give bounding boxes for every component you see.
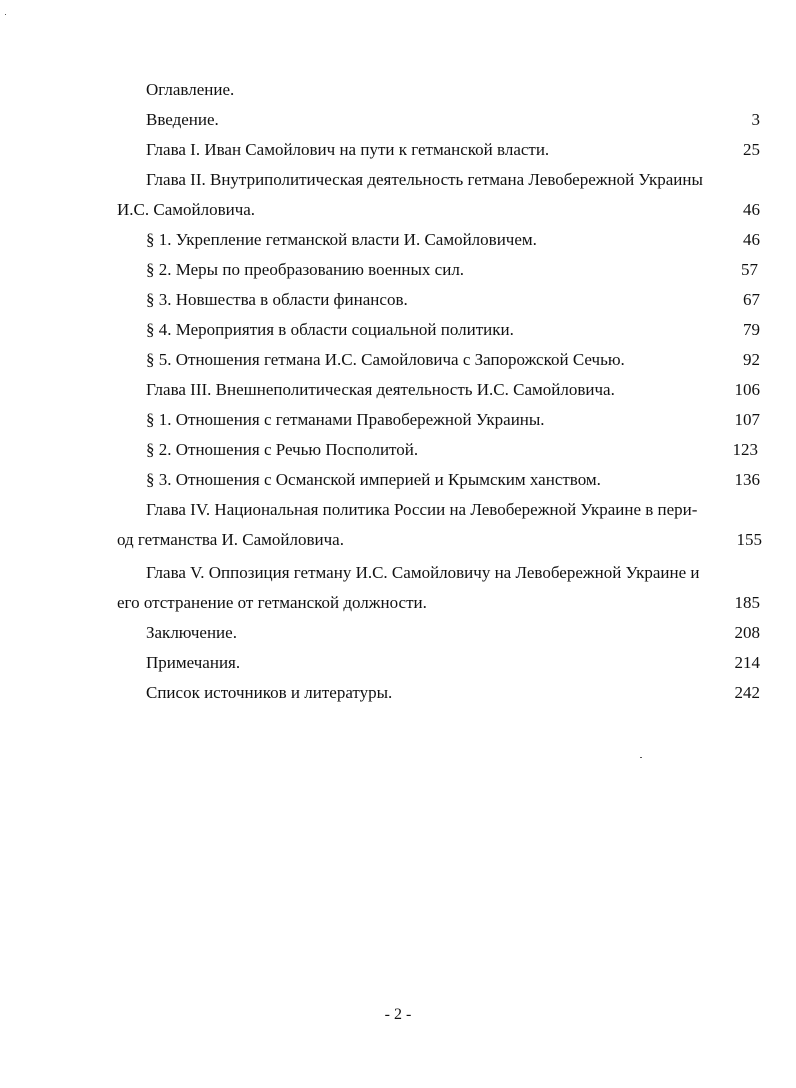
toc-page-number: 67 — [743, 290, 760, 309]
toc-page-number: 79 — [743, 320, 760, 339]
toc-heading: Оглавление. — [146, 80, 235, 99]
toc-entry-chapter-4: Глава IV. Национальная политика России на Левобережной Украине в пери- — [146, 500, 698, 519]
toc-entry-section: § 1. Укрепление гетманской власти И. Самойловичем. — [146, 230, 537, 249]
toc-entry-section: § 3. Отношения с Османской империей и Крымским ханством. — [146, 470, 601, 489]
toc-page-number: 106 — [734, 380, 760, 399]
toc-page-number: 107 — [734, 410, 760, 429]
toc-entry-bibliography: Список источников и литературы. — [146, 683, 393, 702]
toc-page-number: 46 — [743, 230, 760, 249]
toc-entry-section: § 1. Отношения с гетманами Правобережной Украины. — [146, 410, 545, 429]
page-number: - 2 - — [384, 1006, 412, 1023]
toc-page-number: 57 — [741, 260, 758, 279]
toc-entry-chapter-2-continued: И.С. Самойловича. — [117, 200, 256, 219]
toc-entry-chapter-5: Глава V. Оппозиция гетману И.С. Самойловичу на Левобережной Украине и — [146, 563, 700, 582]
toc-page-number: 155 — [736, 530, 762, 549]
toc-page-number: 3 — [751, 110, 760, 129]
toc-page-number: 185 — [734, 593, 760, 612]
toc-entry-introduction: Введение. — [146, 110, 219, 129]
toc-entry-chapter-5-continued: его отстранение от гетманской должности. — [117, 593, 427, 612]
toc-entry-section: § 4. Мероприятия в области социальной политики. — [146, 320, 514, 339]
toc-entry-section: § 2. Меры по преобразованию военных сил. — [146, 260, 465, 279]
toc-entry-chapter-3: Глава III. Внешнеполитическая деятельность И.С. Самойловича. — [146, 380, 615, 399]
toc-entry-chapter-1: Глава I. Иван Самойлович на пути к гетманской власти. — [146, 140, 550, 159]
toc-page-number: 92 — [743, 350, 760, 369]
toc-entry-notes: Примечания. — [146, 653, 241, 672]
toc-page-number: 46 — [743, 200, 760, 219]
toc-page-number: 136 — [734, 470, 760, 489]
toc-page-number: 214 — [734, 653, 760, 672]
toc-entry-section: § 3. Новшества в области финансов. — [146, 290, 408, 309]
scan-speck — [640, 757, 642, 758]
toc-entry-chapter-4-continued: од гетманства И. Самойловича. — [117, 530, 344, 549]
toc-page-number: 123 — [732, 440, 758, 459]
toc-entry-conclusion: Заключение. — [146, 623, 237, 642]
toc-page-number: 242 — [734, 683, 760, 702]
toc-entry-chapter-2: Глава II. Внутриполитическая деятельность гетмана Левобережной Украины — [146, 170, 703, 189]
toc-page-number: 25 — [743, 140, 760, 159]
scan-speck — [5, 14, 6, 15]
toc-page-number: 208 — [734, 623, 760, 642]
toc-entry-section: § 5. Отношения гетмана И.С. Самойловича с Запорожской Сечью. — [146, 350, 625, 369]
toc-entry-section: § 2. Отношения с Речью Посполитой. — [146, 440, 419, 459]
